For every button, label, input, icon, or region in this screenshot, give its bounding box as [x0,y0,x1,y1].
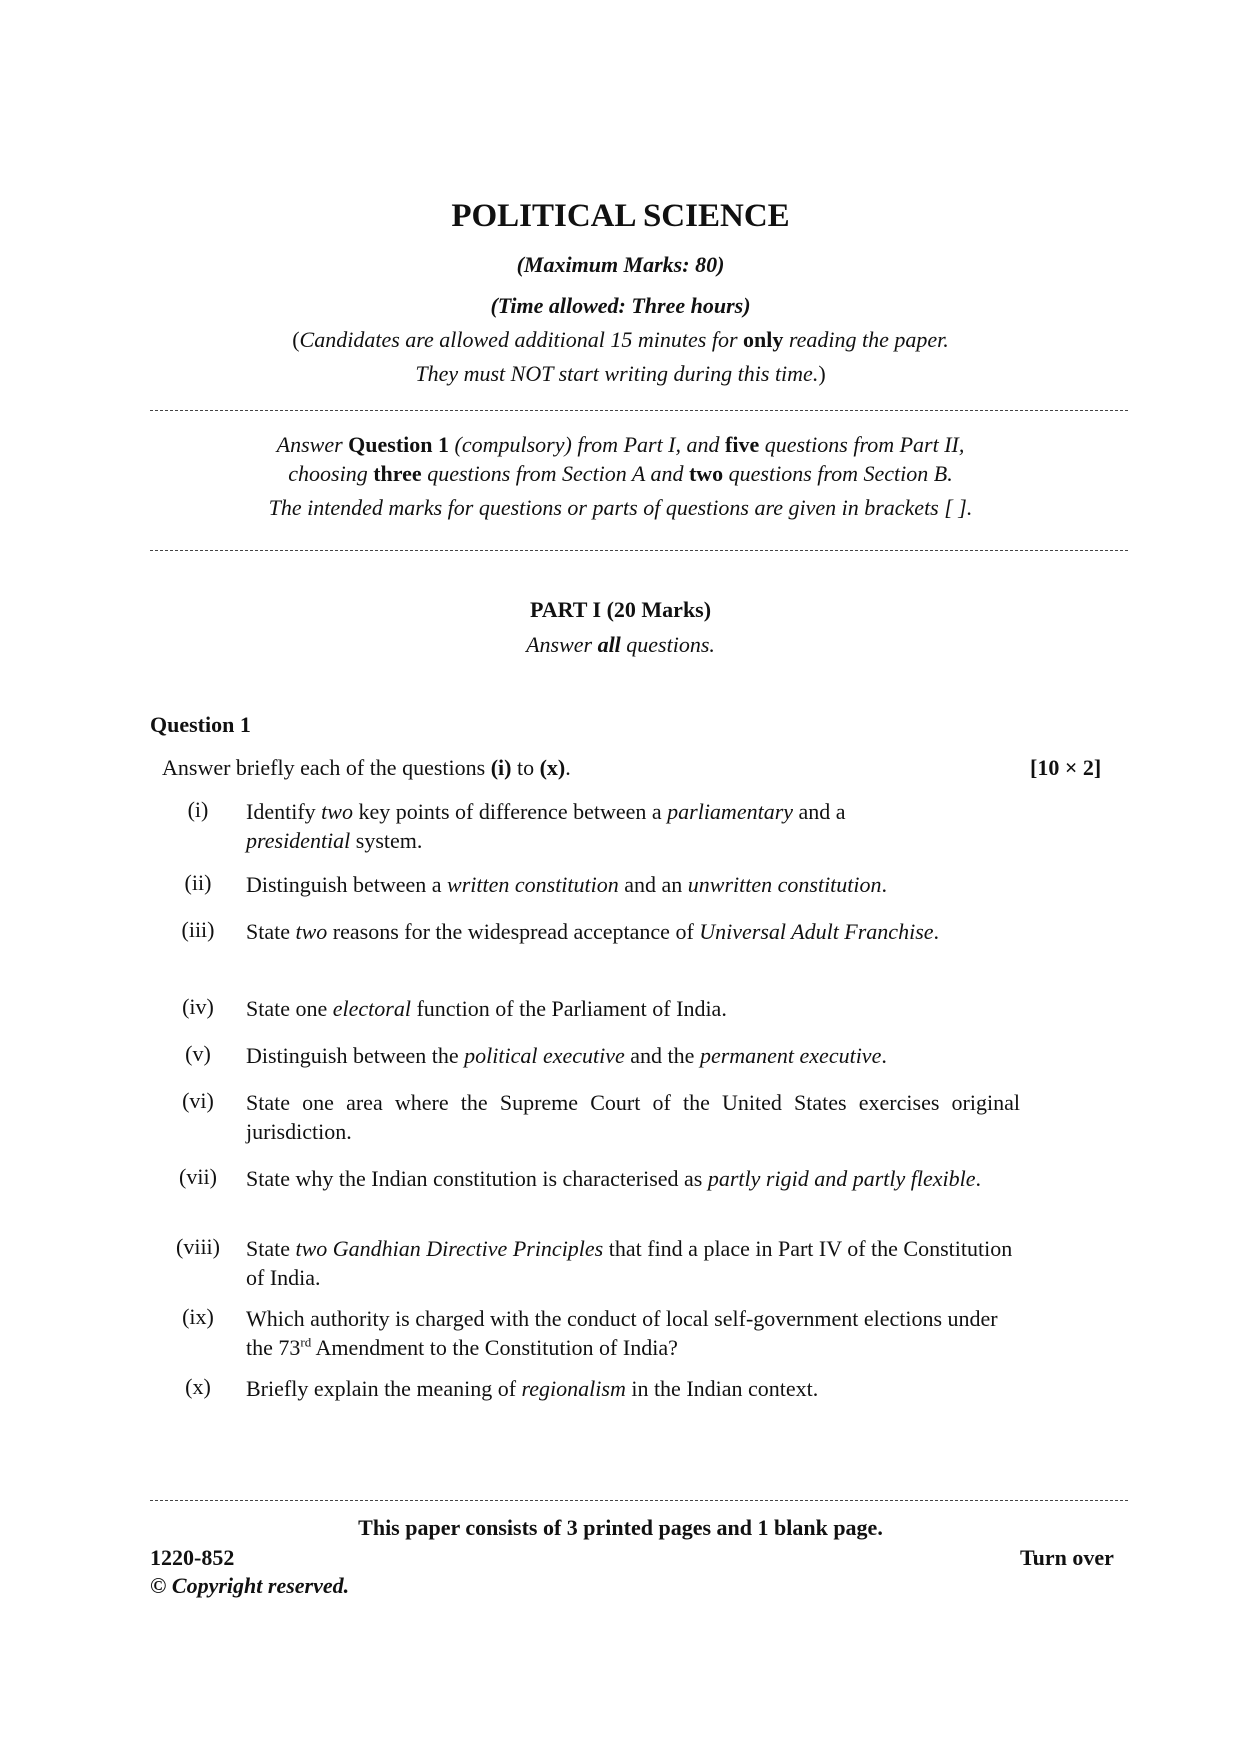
pages-note: This paper consists of 3 printed pages and 1 blank page. [358,1515,883,1540]
item-text: State two Gandhian Directive Principles that find a place in Part IV of the Constitution of India. [246,1236,1013,1290]
turn-over: Turn over [1020,1545,1114,1570]
item-number: (vii) [179,1164,217,1189]
sub-question-vi [150,1088,1020,1146]
item-text: Distinguish between the political executive and the permanent executive. [246,1043,887,1068]
sub-question-i [150,797,1020,855]
divider-footer [150,1500,1128,1501]
item-number: (vi) [182,1088,214,1113]
sub-question-x [150,1374,1020,1403]
question-label: Question 1 [150,712,251,737]
instruction-line-1: Answer Question 1 (compulsory) from Part I, and five questions from Part II, [276,432,965,457]
max-marks: (Maximum Marks: 80) [516,252,725,277]
item-text: Which authority is charged with the conduct of local self-government elections under the 73rd Amendment to the Constitution of India? [246,1306,998,1360]
item-number: (i) [187,797,209,822]
reading-time-line-2: They must NOT start writing during this time.) [415,361,826,386]
part-heading: PART I (20 Marks) [529,597,712,622]
divider-top [150,410,1128,411]
item-text: State one electoral function of the Parliament of India. [246,996,727,1021]
item-number: (viii) [176,1234,220,1259]
item-number: (iv) [182,994,214,1019]
sub-question-viii [150,1234,1020,1292]
sub-question-ii [150,870,1020,899]
item-number: (ix) [182,1304,214,1329]
item-number: (iii) [181,917,215,942]
sub-question-iv [150,994,1020,1023]
item-text: Briefly explain the meaning of regionalism in the Indian context. [246,1376,819,1401]
sub-question-v [150,1041,1020,1070]
part-instruction: Answer all questions. [526,632,715,657]
item-number: (ii) [184,870,212,895]
paper-code: 1220-852 [150,1545,235,1570]
time-allowed: (Time allowed: Three hours) [490,293,751,318]
item-text: Identify two key points of difference between a parliamentary and a presidential system. [246,799,846,853]
instruction-line-3: The intended marks for questions or parts of questions are given in brackets [ ]. [268,495,973,520]
copyright-notice: © Copyright reserved. [150,1573,350,1598]
item-text: State why the Indian constitution is characterised as partly rigid and partly flexible. [246,1166,982,1191]
sub-question-iii [150,917,1020,946]
item-text: State one area where the Supreme Court of the United States exercises original jurisdiction. [246,1090,1020,1144]
item-number: (x) [185,1374,211,1399]
question-lead: Answer briefly each of the questions (i) to (x). [162,755,571,780]
sub-question-ix [150,1304,1020,1362]
item-text: State two reasons for the widespread acceptance of Universal Adult Franchise. [246,919,940,944]
reading-time-line-1: (Candidates are allowed additional 15 minutes for only reading the paper. [292,327,949,352]
item-number: (v) [185,1041,211,1066]
item-text: Distinguish between a written constitution and an unwritten constitution. [246,872,888,897]
paper-title: POLITICAL SCIENCE [451,198,790,234]
question-marks: [10 × 2] [1030,755,1102,780]
instruction-line-2: choosing three questions from Section A and two questions from Section B. [288,461,953,486]
sub-question-vii [150,1164,1020,1193]
divider-middle [150,550,1128,551]
